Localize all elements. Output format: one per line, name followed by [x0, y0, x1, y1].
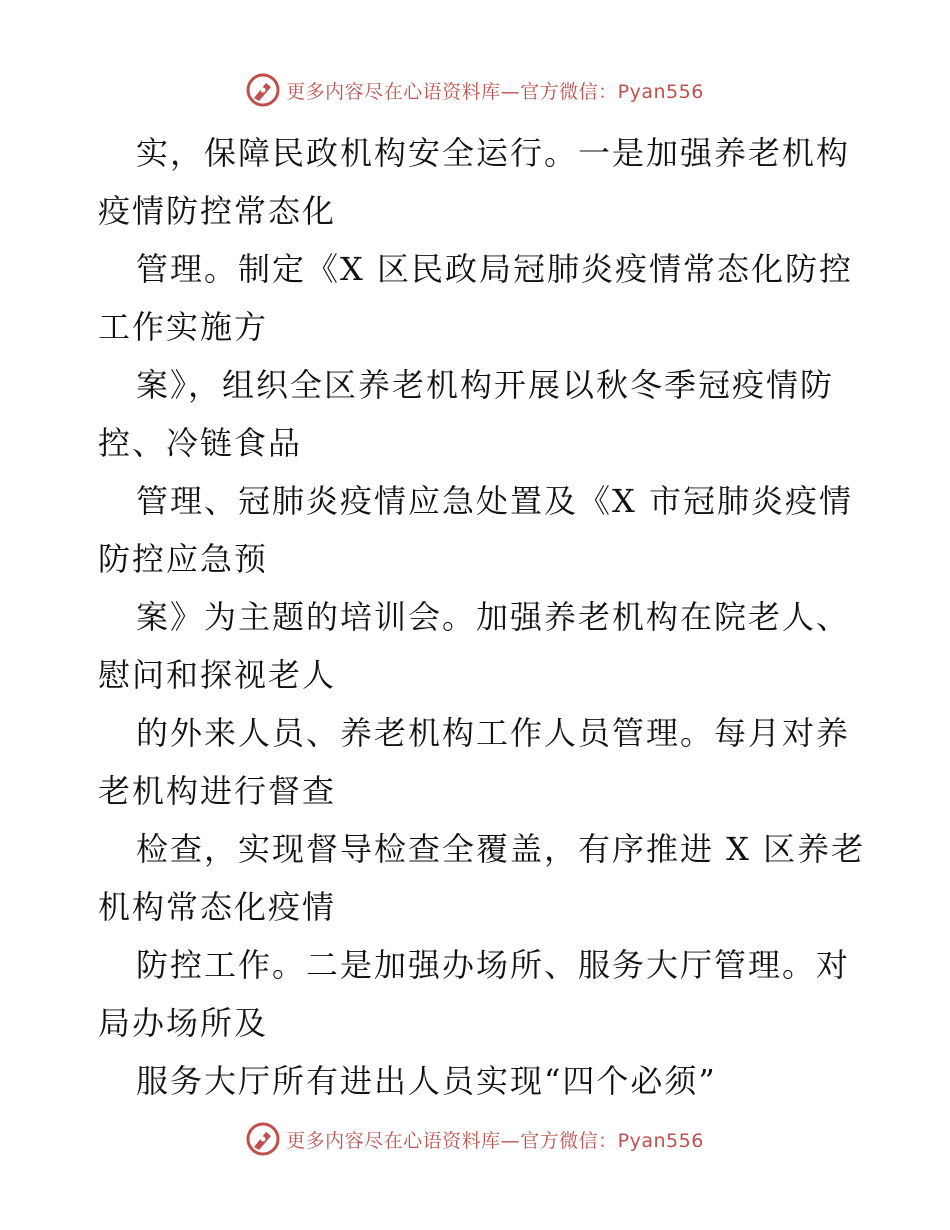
header-banner-text: 更多内容尽在心语资料库—官方微信：Pyan556 [286, 80, 704, 103]
paragraph-line: 管理、冠肺炎疫情应急处置及《X 市冠肺炎疫情 [136, 482, 853, 520]
paragraph-line: 慰问和探视老人 [98, 656, 337, 694]
paragraph-line: 实，保障民政机构安全运行。一是加强养老机构 [136, 134, 851, 172]
paragraph-line: 局办场所及 [98, 1004, 269, 1042]
header-banner [0, 68, 950, 112]
footer-banner [0, 1117, 950, 1161]
paragraph-line: 服务大厅所有进出人员实现“四个必须” [136, 1062, 717, 1100]
pen-nib-logo-icon [246, 73, 280, 107]
paragraph-line: 的外来人员、养老机构工作人员管理。每月对养 [136, 714, 851, 752]
paragraph-line: 检查，实现督导检查全覆盖，有序推进 X 区养老 [136, 830, 866, 868]
paragraph-line: 控、冷链食品 [98, 424, 303, 462]
paragraph-line: 防控应急预 [98, 540, 269, 578]
paragraph-line: 案》，组织全区养老机构开展以秋冬季冠疫情防 [136, 366, 835, 404]
paragraph-line: 老机构进行督查 [98, 772, 337, 810]
paragraph-line: 疫情防控常态化 [98, 192, 337, 230]
footer-banner-text: 更多内容尽在心语资料库—官方微信：Pyan556 [286, 1129, 704, 1152]
paragraph-line: 案》为主题的培训会。加强养老机构在院老人、 [136, 598, 851, 636]
document-body [98, 124, 866, 1110]
pen-nib-logo-icon [246, 1122, 280, 1156]
paragraph-line: 防控工作。二是加强办场所、服务大厅管理。对 [136, 946, 851, 984]
paragraph-line: 工作实施方 [98, 308, 269, 346]
paragraph-line: 管理。制定《X 区民政局冠肺炎疫情常态化防控 [136, 250, 853, 288]
paragraph-line: 机构常态化疫情 [98, 888, 337, 926]
